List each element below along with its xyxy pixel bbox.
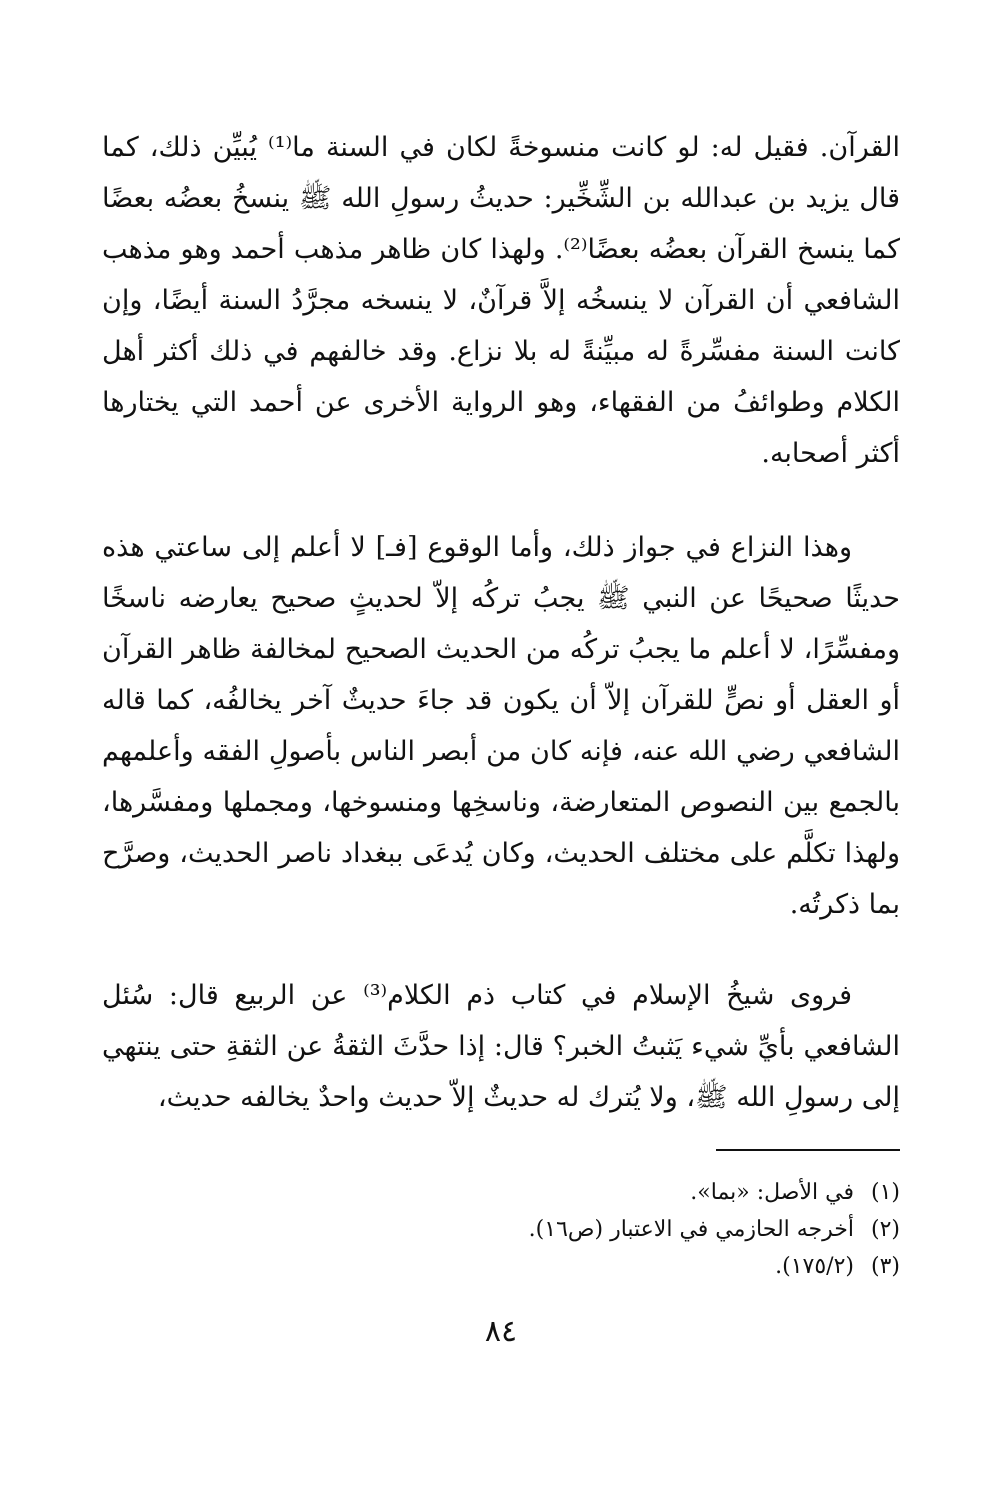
footnote-text: (١٧٥/٢). xyxy=(775,1254,854,1279)
paragraph-text: وهذا النزاع في جواز ذلك، وأما الوقوع [فـ] لا أعلم إلى ساعتي هذه حديثًا صحيحًا عن النبي ﷺ يجبُ تركُه إلاّ لحديثٍ صحيح يعارضه ناسخًا ومفسِّرًا، لا أعلم ما يجبُ تركُه من الحديث الصحيح لمخالفة ظاهر القرآن أو العقل أو نصٍّ للقرآن إلاّ أن يكون قد جاءَ حديثٌ آخر يخالفُه، كما قاله الشافعي رضي الله عنه، فإنه كان من أبصر الناس بأصولِ الفقه وأعلمهم بالجمع بين النصوص المتعارضة، وناسخِها ومنسوخها، ومجملها ومفسَّرها، ولهذا تكلَّم على مختلف الحديث، وكان يُدعَى ببغداد ناصر الحديث، وصرَّح بما ذكرتُه. xyxy=(102,532,900,920)
footnotes xyxy=(300,1174,900,1285)
paragraph-2 xyxy=(102,522,900,930)
paragraph-1 xyxy=(102,122,900,479)
footnote-3 xyxy=(300,1248,900,1285)
footnote-text: أخرجه الحازمي في الاعتبار (ص١٦). xyxy=(528,1217,854,1242)
footnote-1 xyxy=(300,1174,900,1211)
footnote-divider xyxy=(716,1149,900,1151)
paragraph-3 xyxy=(102,970,900,1123)
page-number: ٨٤ xyxy=(484,1314,518,1349)
footnote-2 xyxy=(300,1211,900,1248)
paragraph-text: فروى شيخُ الإسلام في كتاب ذم الكلام⁽³⁾ عن الربيع قال: سُئل الشافعي بأيِّ شيء يَثبتُ الخبر؟ قال: إذا حدَّثَ الثقةُ عن الثقةِ حتى ينتهي إلى رسولِ الله ﷺ، ولا يُترك له حديثٌ إلاّ حديث واحدٌ يخالفه حديث، xyxy=(102,980,900,1113)
footnote-number: (١) xyxy=(870,1180,900,1205)
footnote-number: (٢) xyxy=(870,1217,900,1242)
footnote-text: في الأصل: «بما». xyxy=(690,1180,854,1205)
footnote-number: (٣) xyxy=(870,1254,900,1279)
paragraph-text: القرآن. فقيل له: لو كانت منسوخةً لكان في السنة ما⁽¹⁾ يُبيِّن ذلك، كما قال يزيد بن عبدالله بن الشِّخِّير: حديثُ رسولِ الله ﷺ ينسخُ بعضُه بعضًا كما ينسخ القرآن بعضُه بعضًا⁽²⁾. ولهذا كان ظاهر مذهب أحمد وهو مذهب الشافعي أن القرآن لا ينسخُه إلاَّ قرآنٌ، لا ينسخه مجرَّدُ السنة أيضًا، وإن كانت السنة مفسِّرةً له مبيِّنةً له بلا نزاع. وقد خالفهم في ذلك أكثر أهل الكلام وطوائفُ من الفقهاء، وهو الرواية الأخرى عن أحمد التي يختارها أكثر أصحابه. xyxy=(102,132,901,469)
